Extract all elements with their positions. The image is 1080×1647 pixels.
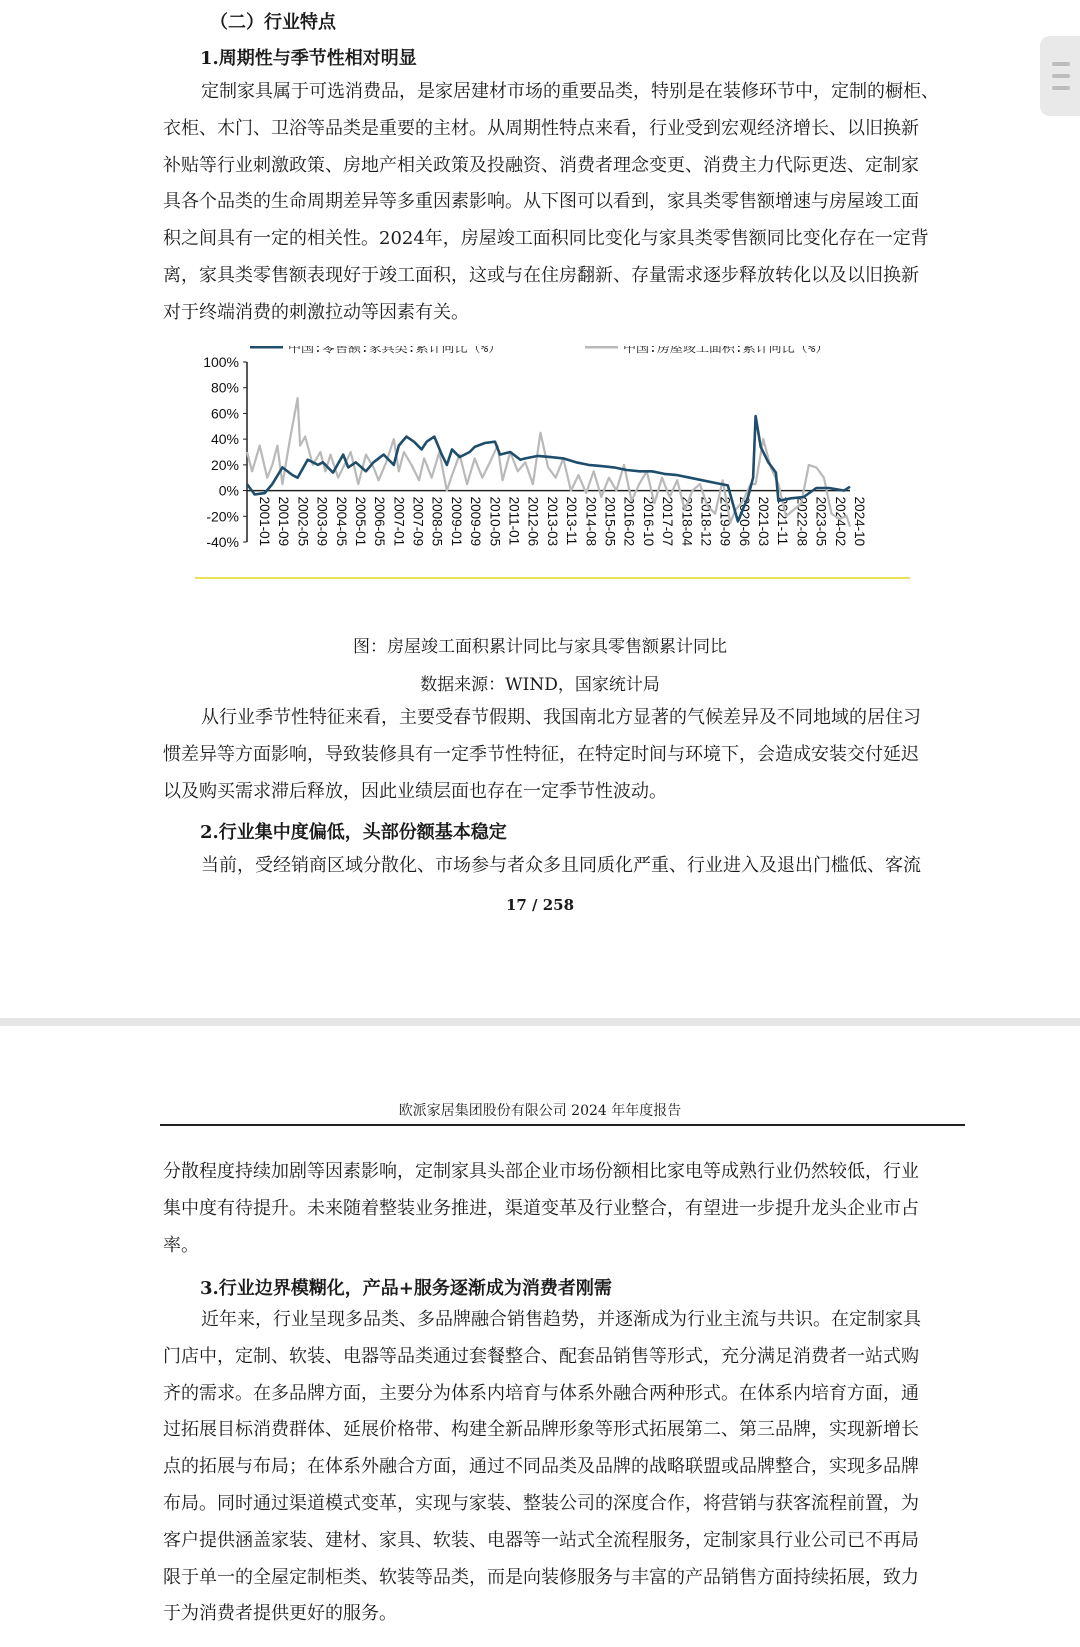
subsection-title-2: 2.行业集中度偏低，头部份额基本稳定 (200, 822, 507, 843)
paragraph-1 (163, 74, 965, 332)
para2-line: 以及购买需求滞后释放，因此业绩层面也存在一定季节性波动。 (163, 780, 667, 802)
x-tick-label: 2020-06 (736, 496, 752, 547)
chart-container (195, 346, 965, 611)
y-tick-label: 40% (210, 431, 239, 448)
y-tick-label: -40% (206, 534, 239, 550)
para4-line: 分散程度持续加剧等因素影响，定制家具头部企业市场份额相比家电等成熟行业仍然较低，行业 (163, 1161, 919, 1182)
para1-line: 积之间具有一定的相关性。2024年，房屋竣工面积同比变化与家具类零售额同比变化存在一定背 (163, 228, 929, 250)
x-tick-label: 2006-05 (372, 496, 388, 547)
x-tick-label: 2010-05 (487, 496, 503, 547)
y-tick-label: -20% (206, 508, 239, 525)
para5-line: 客户提供涵盖家装、建材、家具、软装、电器等一站式全流程服务，定制家具行业公司已不再局 (163, 1529, 919, 1551)
x-tick-label: 2016-10 (640, 496, 656, 547)
x-tick-label: 2018-04 (679, 496, 695, 547)
x-tick-label: 2007-01 (391, 496, 407, 547)
menu-bar-icon (1052, 74, 1070, 78)
x-tick-label: 2004-05 (333, 496, 349, 547)
paragraph-3 (163, 848, 965, 885)
para3-line: 当前，受经销商区域分散化、市场参与者众多且同质化严重、行业进入及退出门槛低、客流 (201, 855, 921, 876)
para5-line: 于为消费者提供更好的服务。 (163, 1603, 397, 1625)
para5-line: 限于单一的全屋定制柜类、软装等品类，而是向装修服务与丰富的产品销售方面持续拓展，致力 (163, 1566, 919, 1588)
y-tick-label: 20% (210, 456, 239, 473)
x-tick-label: 2014-08 (583, 496, 599, 547)
para5-line: 布局。同时通过渠道模式变革，实现与家装、整装公司的深度合作，将营销与获客流程前置，为 (163, 1492, 919, 1514)
para4-line: 率。 (163, 1234, 199, 1256)
x-tick-label: 2022-08 (794, 496, 810, 547)
x-tick-label: 2008-05 (429, 496, 445, 547)
x-tick-label: 2001-09 (276, 496, 292, 547)
y-tick-label: 80% (210, 379, 239, 396)
x-tick-label: 2021-11 (775, 496, 791, 546)
paragraph-5 (163, 1302, 965, 1633)
paragraph-2 (163, 700, 965, 810)
x-tick-label: 2011-01 (506, 496, 522, 546)
para5-line: 过拓展目标消费群体、延展价格带、构建全新品牌形象等形式拓展第二、第三品牌，实现新增长 (163, 1419, 919, 1441)
y-tick-label: 0% (218, 482, 239, 499)
x-tick-label: 2003-09 (314, 496, 330, 547)
x-tick-label: 2002-05 (295, 496, 311, 547)
legend-label-furniture: 中国:零售额:家具类:累计同比（%） (288, 346, 502, 356)
x-tick-label: 2005-01 (352, 496, 368, 547)
x-tick-label: 2007-09 (410, 496, 426, 547)
menu-bar-icon (1052, 62, 1070, 66)
para1-line: 离，家具类零售额表现好于竣工面积，这或与在住房翻新、存量需求逐步释放转化以及以旧换新 (163, 264, 919, 286)
x-tick-label: 2021-03 (756, 496, 772, 547)
para1-line: 补贴等行业刺激政策、房地产相关政策及投融资、消费者理念变更、消费主力代际更迭、定制家 (163, 154, 919, 176)
x-tick-label: 2009-09 (468, 496, 484, 547)
x-tick-label: 2009-01 (448, 496, 464, 547)
section-title: （二）行业特点 (210, 12, 336, 33)
para5-line: 点的拓展与布局；在体系外融合方面，通过不同品类及品牌的战略联盟或品牌整合，实现多品牌 (163, 1456, 919, 1478)
figure-caption: 图：房屋竣工面积累计同比与家具零售额累计同比 (353, 637, 727, 657)
para1-line: 对于终端消费的刺激拉动等因素有关。 (163, 301, 469, 323)
x-tick-label: 2015-05 (602, 496, 618, 547)
para1-line: 衣柜、木门、卫浴等品类是重要的主材。从周期性特点来看，行业受到宏观经济增长、以旧换新 (163, 117, 919, 139)
para2-line: 惯差异等方面影响，导致装修具有一定季节性特征，在特定时间与环境下，会造成安装交付延迟 (163, 743, 919, 765)
page-separator (0, 1018, 1080, 1026)
menu-bar-icon (1052, 86, 1070, 90)
x-tick-label: 2024-10 (852, 496, 867, 547)
x-tick-label: 2024-02 (832, 496, 848, 547)
header-rule (160, 1124, 965, 1126)
para4-line: 集中度有待提升。未来随着整装业务推进，渠道变革及行业整合，有望进一步提升龙头企业市占 (163, 1197, 919, 1219)
para1-line: 具各个品类的生命周期差异等多重因素影响。从下图可以看到，家具类零售额增速与房屋竣工面 (163, 191, 919, 213)
line-chart (195, 346, 965, 611)
x-tick-label: 2012-06 (525, 496, 541, 547)
report-header: 欧派家居集团股份有限公司 2024 年年度报告 (398, 1103, 682, 1119)
x-tick-label: 2023-05 (813, 496, 829, 547)
x-tick-label: 2019-09 (717, 496, 733, 547)
x-tick-label: 2001-01 (257, 496, 272, 547)
y-tick-label: 60% (210, 405, 239, 422)
para5-line: 门店中，定制、软装、电器等品类通过套餐整合、配套品销售等形式，充分满足消费者一站式购 (163, 1345, 919, 1367)
legend-label-completion: 中国:房屋竣工面积:累计同比（%） (623, 346, 829, 356)
x-tick-label: 2013-03 (544, 496, 560, 547)
para1-line: 定制家具属于可选消费品，是家居建材市场的重要品类，特别是在装修环节中，定制的橱柜、 (201, 81, 939, 102)
figure-source: 数据来源：WIND，国家统计局 (420, 675, 660, 695)
x-tick-label: 2017-07 (660, 496, 676, 547)
x-tick-label: 2016-02 (621, 496, 637, 547)
para5-line: 近年来，行业呈现多品类、多品牌融合销售趋势，并逐渐成为行业主流与共识。在定制家具 (201, 1309, 921, 1330)
page-number: 17 / 258 (505, 896, 575, 914)
subsection-title-3: 3.行业边界模糊化，产品+服务逐渐成为消费者刚需 (200, 1278, 612, 1299)
subsection-title-1: 1.周期性与季节性相对明显 (200, 48, 417, 69)
paragraph-4 (163, 1154, 965, 1264)
y-tick-label: 100% (203, 354, 239, 370)
para5-line: 齐的需求。在多品牌方面，主要分为体系内培育与体系外融合两种形式。在体系内培育方面，通 (163, 1382, 919, 1404)
side-menu-handle[interactable] (1040, 36, 1080, 116)
x-tick-label: 2013-11 (564, 496, 580, 546)
x-tick-label: 2018-12 (698, 496, 714, 547)
para2-line: 从行业季节性特征来看，主要受春节假期、我国南北方显著的气候差异及不同地域的居住习 (201, 707, 921, 728)
